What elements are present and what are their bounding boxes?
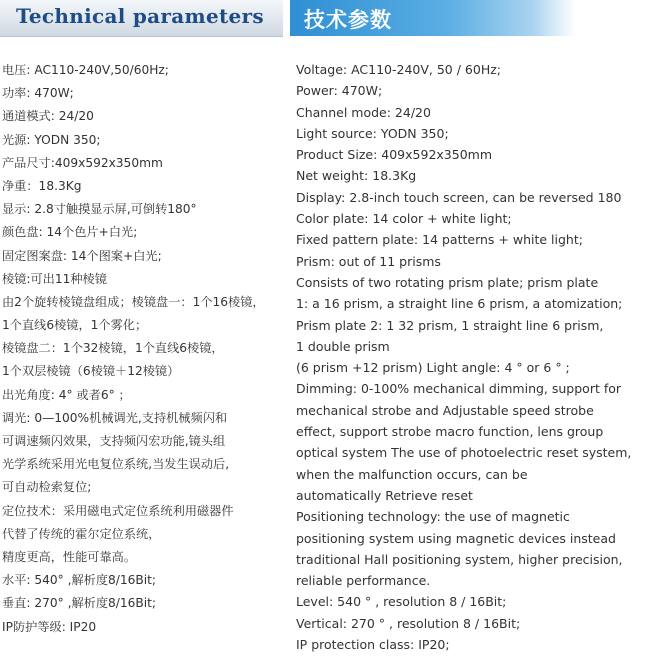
spec-line-cn: 1个直线6棱镜，1个雾化； <box>2 318 148 333</box>
english-title: Technical parameters <box>16 4 264 28</box>
spec-line-cn: 颜色盘: 14个色片+白光; <box>2 225 138 240</box>
spec-line-en: automatically Retrieve reset <box>296 487 473 503</box>
spec-line-en: 1 double prism <box>296 338 390 354</box>
spec-line-en: Display: 2.8-inch touch screen, can be reversed 180 <box>296 189 622 205</box>
spec-line-cn: 水平: 540° ,解析度8/16Bit; <box>2 573 157 588</box>
spec-line-en: optical system The use of photoelectric reset system, <box>296 445 632 461</box>
spec-line-en: mechanical strobe and Adjustable speed strobe <box>296 402 594 418</box>
spec-line-en: Vertical: 270 ° , resolution 8 / 16Bit; <box>296 615 521 631</box>
spec-line-en: traditional Hall positioning system, higher precision, <box>296 551 623 567</box>
spec-line-cn: 固定图案盘: 14个图案+白光; <box>2 248 162 263</box>
spec-line-en: positioning system using magnetic devices instead <box>296 530 616 546</box>
spec-line-en: Voltage: AC110-240V, 50 / 60Hz; <box>296 62 501 77</box>
spec-line-en: Positioning technology: the use of magnetic <box>296 509 570 525</box>
spec-line-cn: 定位技术：采用磁电式定位系统利用磁器件 <box>2 503 234 518</box>
english-title-bar <box>0 0 283 37</box>
spec-line-en: Consists of two rotating prism plate; prism plate <box>296 274 599 290</box>
header-banner <box>0 0 665 36</box>
chinese-title: 技术参数 <box>304 8 392 32</box>
spec-line-cn: IP防护等级: IP20 <box>2 619 97 634</box>
spec-line-en: (6 prism +12 prism) Light angle: 4 ° or 6 ° ; <box>296 360 570 376</box>
spec-line-cn: 精度更高，性能可靠高。 <box>2 549 137 564</box>
spec-line-cn: 1个双层棱镜（6棱镜＋12棱镜） <box>2 364 180 379</box>
spec-line-en: effect, support strobe macro function, lens group <box>296 424 604 440</box>
spec-line-en: Prism: out of 11 prisms <box>296 253 441 269</box>
spec-line-en: 1: a 16 prism, a straight line 6 prism, a atomization; <box>296 296 623 312</box>
spec-line-cn: 可调速频闪效果，支持频闪宏功能,镜头组 <box>2 434 226 448</box>
spec-line-cn: 出光角度: 4° 或者6° ； <box>2 387 131 402</box>
spec-line-en: Fixed pattern plate: 14 patterns + white light; <box>296 232 583 248</box>
spec-line-cn: 净重：18.3Kg <box>2 178 82 193</box>
spec-line-en: Dimming: 0-100% mechanical dimming, support for <box>296 381 622 397</box>
spec-line-cn: 通道模式: 24/20 <box>2 109 94 124</box>
spec-line-cn: 光源: YODN 350; <box>2 132 101 147</box>
spec-line-cn: 显示: 2.8寸触摸显示屏,可倒转180° <box>2 202 197 217</box>
spec-line-cn: 代替了传统的霍尔定位系统， <box>2 526 161 541</box>
spec-line-en: when the malfunction occurs, can be <box>296 466 528 482</box>
spec-line-en: Channel mode: 24/20 <box>296 104 431 120</box>
spec-line-en: Power: 470W; <box>296 83 383 99</box>
spec-line-cn: 电压: AC110-240V,50/60Hz; <box>2 63 169 77</box>
spec-line-en: Prism plate 2: 1 32 prism, 1 straight line 6 prism, <box>296 317 604 333</box>
spec-line-cn: 可自动检索复位; <box>2 480 92 495</box>
chinese-spec-list <box>2 59 290 639</box>
spec-line-cn: 棱镜:可出11种棱镜 <box>2 271 107 286</box>
spec-line-en: Product Size: 409x592x350mm <box>296 147 493 163</box>
spec-line-en: Light source: YODN 350; <box>296 125 449 141</box>
spec-line-cn: 由2个旋转棱镜盘组成；棱镜盘一：1个16棱镜， <box>2 294 265 309</box>
spec-line-cn: 垂直: 270° ,解析度8/16Bit; <box>2 596 157 611</box>
spec-line-en: reliable performance. <box>296 573 431 589</box>
spec-line-cn: 功率: 470W; <box>2 86 74 101</box>
english-spec-list <box>296 59 662 655</box>
spec-line-en: Color plate: 14 color + white light; <box>296 211 512 227</box>
spec-line-en: Net weight: 18.3Kg <box>296 168 417 184</box>
spec-line-cn: 调光: 0—100%机械调光,支持机械频闪和 <box>2 410 228 425</box>
chinese-title-bar <box>290 0 575 36</box>
spec-line-cn: 棱镜盘二：1个32棱镜，1个直线6棱镜， <box>2 341 224 356</box>
spec-line-en: IP protection class: IP20; <box>296 637 450 653</box>
spec-line-cn: 产品尺寸:409x592x350mm <box>2 155 163 170</box>
spec-line-en: Level: 540 ° , resolution 8 / 16Bit; <box>296 594 507 610</box>
spec-line-cn: 光学系统采用光电复位系统,当发生误动后, <box>2 457 230 472</box>
